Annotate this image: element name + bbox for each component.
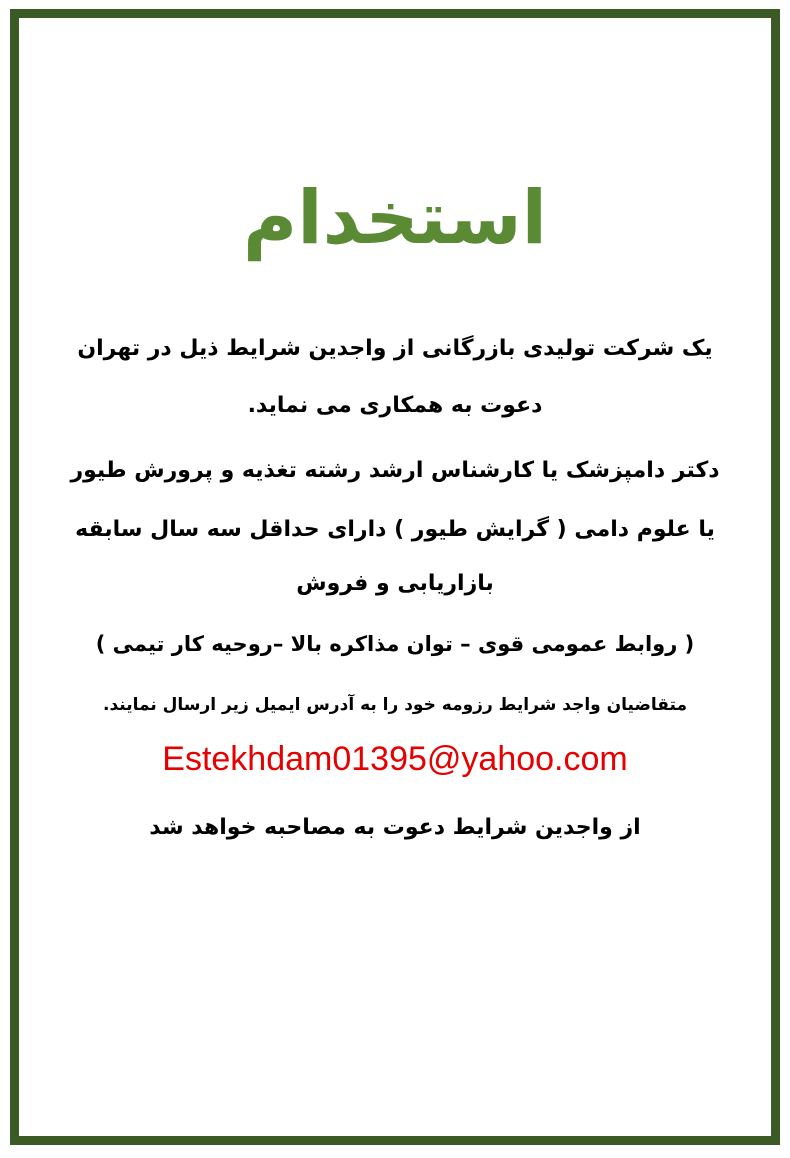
notice-line-skills: ( روابط عمومی قوی – توان مذاکره بالا –روحیه کار تیمی )	[95, 632, 695, 656]
notice-line-field: یا علوم دامی ( گرایش طیور ) دارای حداقل سه سال سابقه	[75, 517, 715, 542]
notice-footer: از واجدین شرایط دعوت به مصاحبه خواهد شد	[149, 815, 641, 840]
notice-line-apply: متقاضیان واجد شرایط رزومه خود را به آدرس ایمیل زیر ارسال نمایند.	[102, 695, 688, 715]
notice-title: استخدام	[242, 175, 548, 261]
notice-content	[19, 18, 771, 1136]
notice-frame	[10, 9, 780, 1145]
notice-line-experience: بازاریابی و فروش	[296, 571, 494, 596]
notice-line-invitation: دعوت به همکاری می نماید.	[247, 393, 543, 418]
contact-email[interactable]: Estekhdam01395@yahoo.com	[162, 740, 628, 778]
notice-line-company: یک شرکت تولیدی بازرگانی از واجدین شرایط ذیل در تهران	[77, 336, 713, 361]
notice-line-requirement: دکتر دامپزشک یا کارشناس ارشد رشته تغذیه و پرورش طیور	[70, 458, 720, 483]
